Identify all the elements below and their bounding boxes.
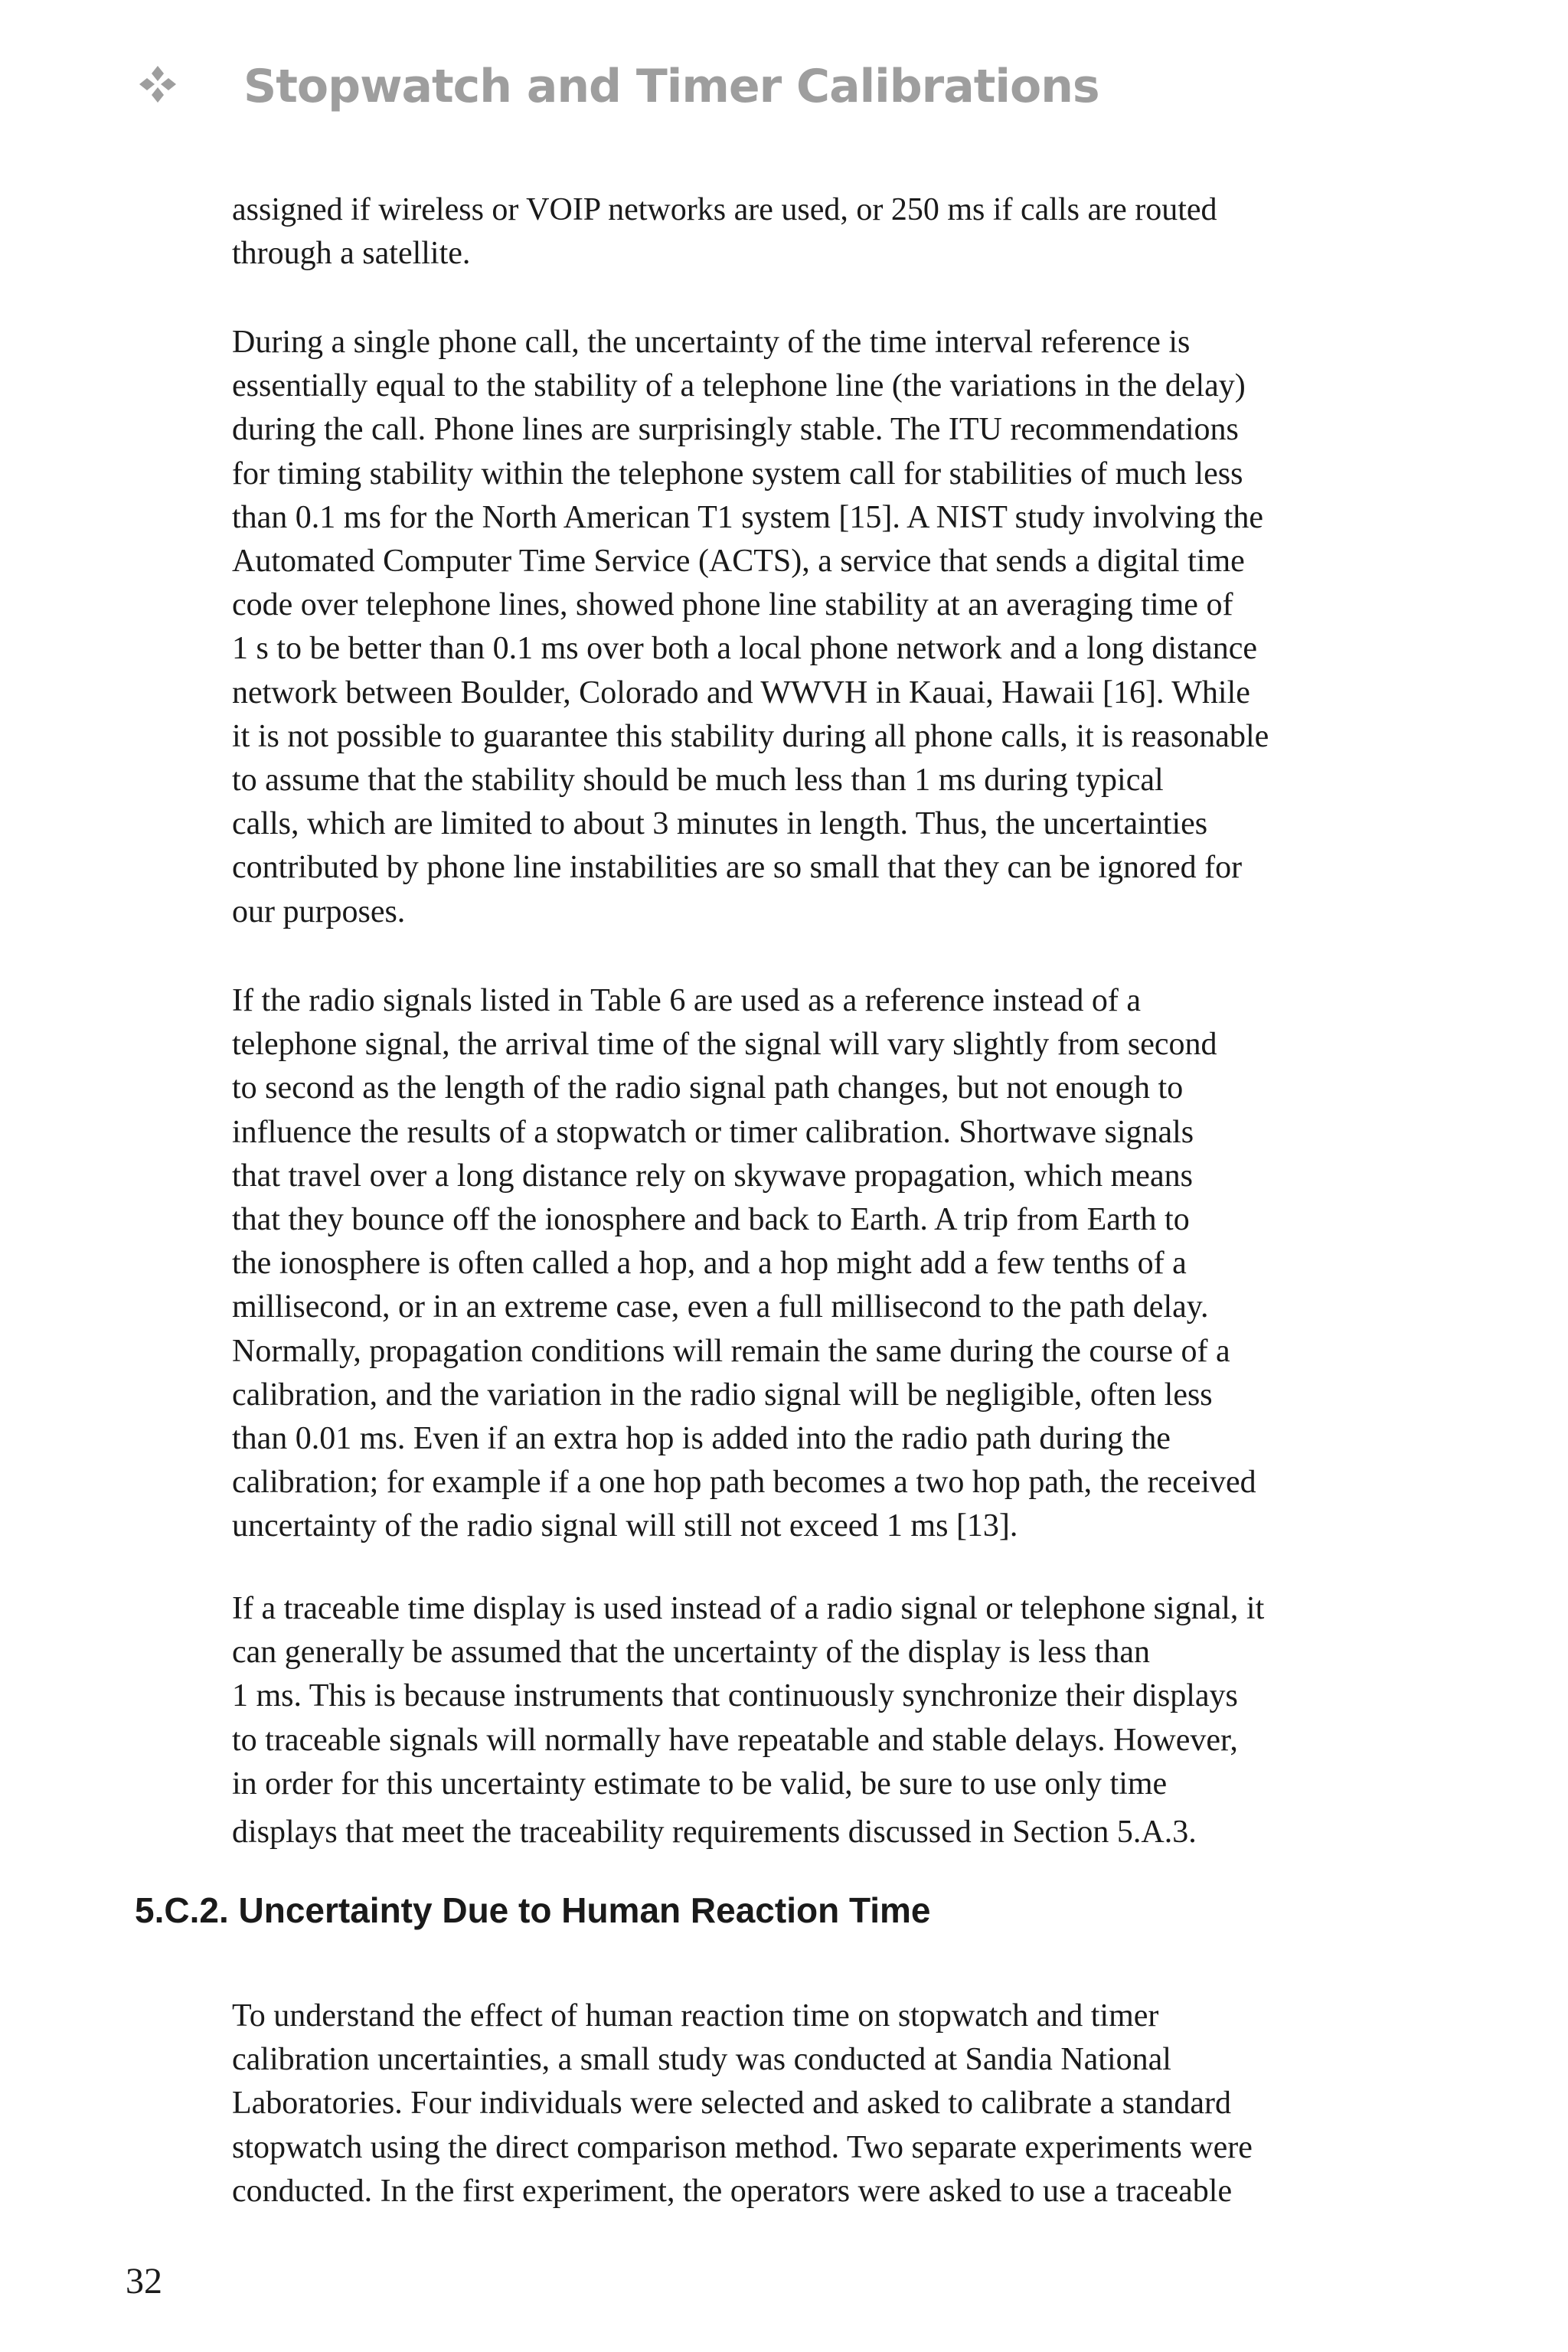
text-line: Automated Computer Time Service (ACTS), a service that sends a digital time [232, 544, 1245, 580]
paragraph-3 [232, 979, 1426, 1549]
text-line: through a satellite. [232, 236, 471, 272]
text-line: for timing stability within the telephone system call for stabilities of much less [232, 456, 1243, 492]
text-line: in order for this uncertainty estimate to be valid, be sure to use only time [232, 1766, 1168, 1802]
text-line: displays that meet the traceability requirements discussed in Section 5.A.3. [232, 1815, 1197, 1851]
text-line: calls, which are limited to about 3 minutes in length. Thus, the uncertainties [232, 806, 1208, 842]
text-line: than 0.01 ms. Even if an extra hop is added into the radio path during the [232, 1421, 1171, 1457]
text-line: If a traceable time display is used instead of a radio signal or telephone signal, it [232, 1591, 1265, 1626]
paragraph-5 [232, 1994, 1426, 2213]
text-line: During a single phone call, the uncertainty of the time interval reference is [232, 325, 1191, 360]
text-line: To understand the effect of human reaction time on stopwatch and timer [232, 1998, 1159, 2034]
text-line: calibration; for example if a one hop path becomes a two hop path, the received [232, 1465, 1256, 1501]
text-line: telephone signal, the arrival time of the signal will vary slightly from second [232, 1027, 1217, 1063]
text-line: our purposes. [232, 893, 406, 929]
text-line: to second as the length of the radio signal path changes, but not enough to [232, 1070, 1184, 1106]
text-line: calibration, and the variation in the radio signal will be negligible, often less [232, 1377, 1213, 1413]
text-line: conducted. In the first experiment, the operators were asked to use a traceable [232, 2173, 1233, 2209]
text-line: calibration uncertainties, a small study was conducted at Sandia National [232, 2042, 1171, 2078]
text-line: 1 s to be better than 0.1 ms over both a local phone network and a long distance [232, 631, 1257, 667]
text-line: essentially equal to the stability of a telephone line (the variations in the delay) [232, 368, 1246, 404]
text-line: Laboratories. Four individuals were selected and asked to calibrate a standard [232, 2086, 1232, 2122]
text-line: stopwatch using the direct comparison method. Two separate experiments were [232, 2129, 1253, 2165]
text-line: during the call. Phone lines are surprisingly stable. The ITU recommendations [232, 412, 1239, 448]
text-line: the ionosphere is often called a hop, and a hop might add a few tenths of a [232, 1246, 1187, 1282]
paragraph-4 [232, 1587, 1426, 1854]
text-line: influence the results of a stopwatch or timer calibration. Shortwave signals [232, 1114, 1194, 1150]
text-line: than 0.1 ms for the North American T1 system [15]. A NIST study involving the [232, 499, 1263, 535]
text-line: that travel over a long distance rely on skywave propagation, which means [232, 1158, 1193, 1194]
text-line: code over telephone lines, showed phone line stability at an averaging time of [232, 587, 1233, 623]
section-heading: 5.C.2. Uncertainty Due to Human Reaction Time [135, 1890, 931, 1930]
paragraph-2 [232, 321, 1426, 934]
running-header [136, 63, 179, 106]
paragraph-1 [232, 188, 1426, 276]
text-line: network between Boulder, Colorado and WWVH in Kauai, Hawaii [16]. While [232, 675, 1250, 710]
text-line: that they bounce off the ionosphere and back to Earth. A trip from Earth to [232, 1202, 1190, 1238]
page-number: 32 [126, 2261, 162, 2301]
text-line: can generally be assumed that the uncertainty of the display is less than [232, 1635, 1150, 1671]
text-line: Normally, propagation conditions will remain the same during the course of a [232, 1333, 1230, 1369]
text-line: it is not possible to guarantee this stability during all phone calls, it is reasonable [232, 718, 1269, 754]
text-line: uncertainty of the radio signal will still not exceed 1 ms [13]. [232, 1508, 1018, 1544]
text-line: assigned if wireless or VOIP networks are used, or 250 ms if calls are routed [232, 192, 1217, 227]
text-line: If the radio signals listed in Table 6 are used as a reference instead of a [232, 983, 1141, 1018]
text-line: 1 ms. This is because instruments that continuously synchronize their displays [232, 1678, 1238, 1714]
text-line: to assume that the stability should be much less than 1 ms during typical [232, 763, 1164, 799]
text-line: to traceable signals will normally have repeatable and stable delays. However, [232, 1722, 1238, 1758]
four-diamond-ornament-icon [136, 63, 179, 106]
text-line: millisecond, or in an extreme case, even a full millisecond to the path delay. [232, 1289, 1209, 1325]
text-line: contributed by phone line instabilities are so small that they can be ignored for [232, 850, 1243, 886]
running-header-title: Stopwatch and Timer Calibrations [243, 60, 1099, 113]
